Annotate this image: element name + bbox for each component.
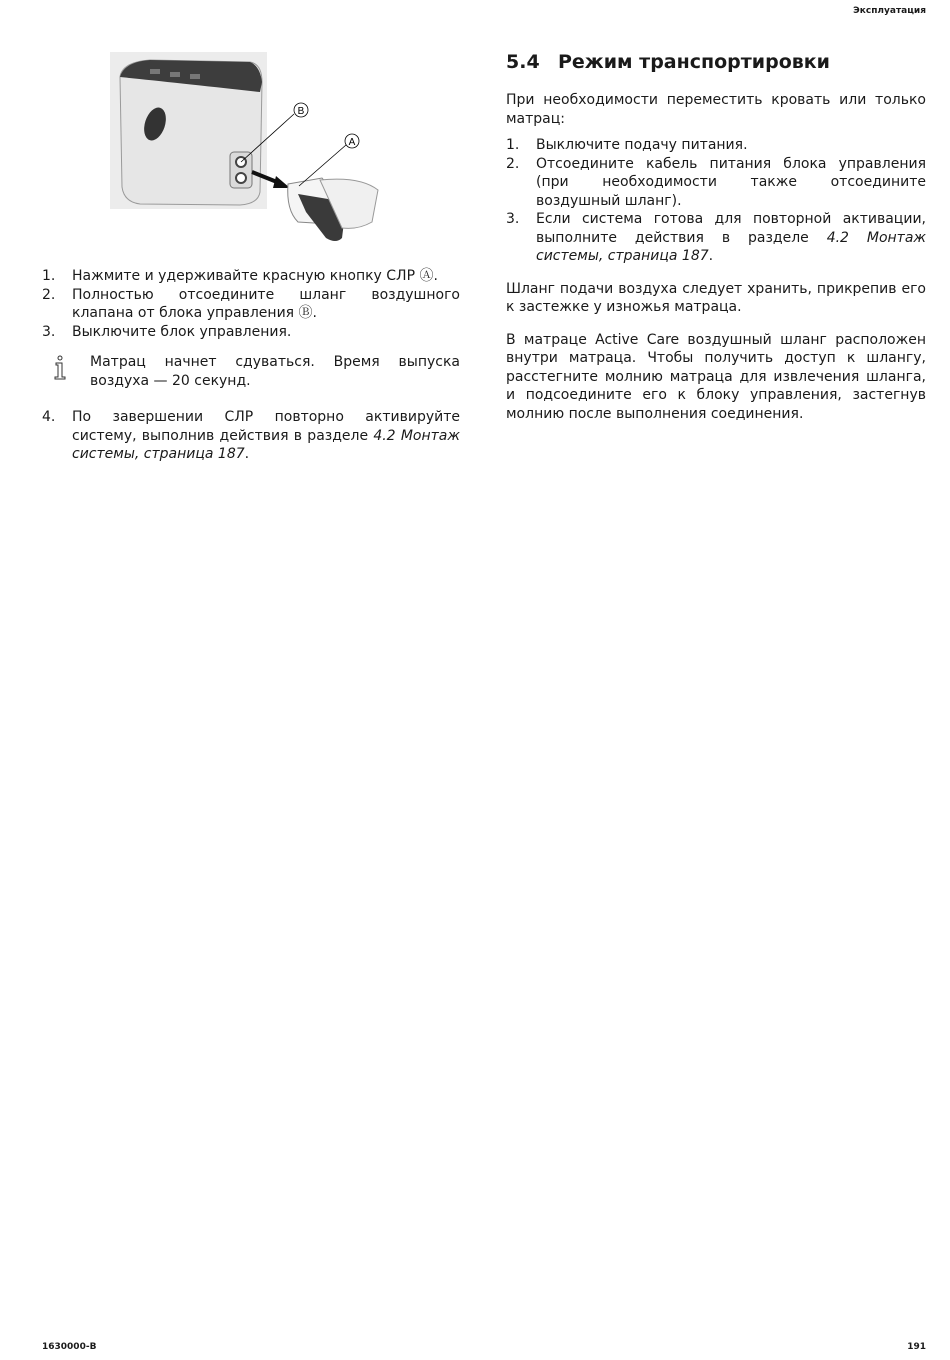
list-item: 4. По завершении СЛР повторно активируйте систему, выполнив действия в разделе 4.2 Монтаж системы, страница 187.: [42, 409, 460, 462]
list-item: 3. Если система готова для повторной активации, выполните действия в разделе 4.2 Монтаж системы, страница 187.: [506, 211, 927, 264]
section-number: 5.4: [506, 51, 540, 73]
cross-reference: 4.2 Монтаж системы, страница 187: [536, 229, 927, 264]
active-care-paragraph: В матраце Active Care воздушный шланг расположен внутри матраца. Чтобы получить доступ к шлангу, расстегните молнию матраца для извлечения шланга, и подсоедините его к блоку управления, застегнув молнию после выполнения соединения.: [506, 331, 926, 422]
cpr-final-step: [42, 408, 460, 464]
right-column: [506, 50, 926, 423]
list-item: 1. Выключите подачу питания.: [506, 137, 748, 153]
running-header-section: Эксплуатация: [853, 6, 926, 16]
list-item: 1. Нажмите и удерживайте красную кнопку СЛР Ⓐ.: [42, 268, 438, 284]
callout-b-label: B: [297, 106, 305, 117]
control-unit-figure: [110, 52, 395, 242]
list-item: 2. Отсоедините кабель питания блока управления (при необходимости также отсоедините воздушный шланг).: [506, 155, 926, 209]
info-icon: [52, 355, 68, 381]
section-heading: [506, 50, 926, 74]
cpr-steps-list: [42, 267, 460, 341]
info-note: [42, 353, 460, 390]
callout-a-label: A: [348, 137, 356, 148]
control-unit-photo: [110, 52, 395, 242]
document-number: 1630000-B: [42, 1342, 97, 1352]
hose-storage-paragraph: Шланг подачи воздуха следует хранить, прикрепив его к застежке у изножья матраца.: [506, 280, 926, 315]
info-note-text: Матрац начнет сдуваться. Время выпуска воздуха — 20 секунд.: [90, 354, 460, 389]
cross-reference: 4.2 Монтаж системы, страница 187: [72, 427, 460, 462]
list-item: 2. Полностью отсоедините шланг воздушного клапана от блока управления Ⓑ.: [42, 286, 460, 321]
intro-paragraph: При необходимости переместить кровать или только матрац:: [506, 92, 926, 127]
list-item: 3. Выключите блок управления.: [42, 323, 292, 340]
transport-steps-list: [506, 136, 926, 266]
left-column: [42, 267, 460, 464]
page-number: 191: [907, 1342, 926, 1352]
section-title: Режим транспортировки: [558, 51, 830, 73]
